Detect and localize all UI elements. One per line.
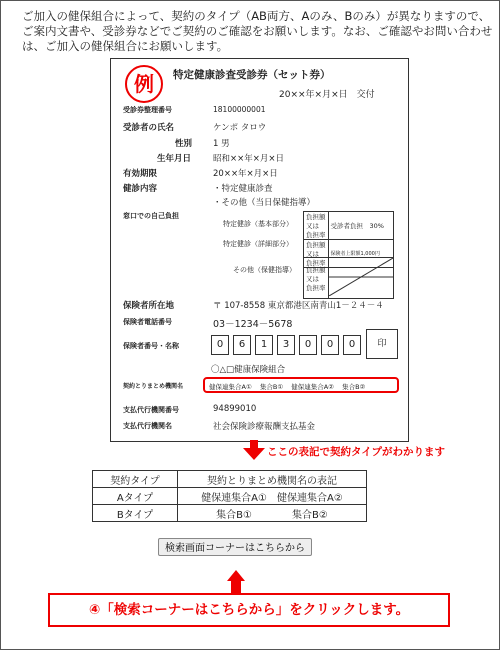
arrow-up-icon xyxy=(227,570,245,581)
insurer-addr-label: 保険者所在地 xyxy=(123,301,175,311)
agent-name: 社会保険診療報酬支払基金 xyxy=(213,422,316,432)
ticket-issued-date: 20××年×月×日 交付 xyxy=(279,90,375,100)
contract-label: 契約とりまとめ機関名 xyxy=(123,383,184,390)
number-row: 受診券整理番号 xyxy=(123,106,172,114)
dob-label: 生年月日 xyxy=(157,154,192,164)
agent-no-label: 支払代行機関番号 xyxy=(123,406,179,414)
insurer-tel: 03－1234－5678 xyxy=(213,319,293,330)
insurer-number-boxes xyxy=(211,335,365,355)
insurer-addr: 〒 107-8558 東京都港区南青山1－２４－４ xyxy=(213,301,384,311)
self-pay-cell: 受診者負担 30% xyxy=(328,212,393,240)
table-header: 契約タイプ xyxy=(93,471,178,488)
insurer-digit: 0 xyxy=(321,335,339,355)
table-cell: 健保連集合A① 健保連集合A② xyxy=(178,488,367,505)
intro-text xyxy=(22,9,493,54)
contract-type-table xyxy=(92,470,367,522)
diagonal-lines xyxy=(329,258,393,296)
contract-highlight-box xyxy=(203,377,399,393)
table-header: 契約とりまとめ機関名の表記 xyxy=(178,471,367,488)
insurer-digit: 0 xyxy=(299,335,317,355)
insurer-digit: 0 xyxy=(211,335,229,355)
basic-label: 特定健診（基本部分） xyxy=(223,220,293,228)
valid-value: 20××年×月×日 xyxy=(213,169,278,179)
other-table xyxy=(303,257,394,299)
table-row xyxy=(93,488,367,505)
patient-name: ケンポ タロウ xyxy=(213,123,267,133)
sex-label: 性別 xyxy=(175,139,193,149)
other-label: その他（保健指導） xyxy=(233,266,296,274)
agent-no: 94899010 xyxy=(213,404,257,414)
cap-cell: 保険者上限額1,000円 xyxy=(328,240,393,268)
burden-cell-2: 負担額 又は 負担率 xyxy=(304,240,329,268)
ticket-title: 特定健康診査受診券（セット券） xyxy=(173,69,331,81)
copay-label: 窓口での自己負担 xyxy=(123,212,179,220)
contract-item: 健保連集合A① xyxy=(209,383,252,391)
contract-item: 健保連集合A② xyxy=(291,383,335,391)
name-label: 受診者の氏名 xyxy=(123,123,175,133)
valid-label: 有効期限 xyxy=(123,169,158,179)
detail-label: 特定健診（詳細部分） xyxy=(223,240,293,248)
content-item-2: ・その他（当日保健指導） xyxy=(213,198,316,208)
content-item-1: ・特定健康診査 xyxy=(213,184,273,194)
insurer-digit: 3 xyxy=(277,335,295,355)
burden-cell-1: 負担額 又は 負担率 xyxy=(304,212,329,240)
agent-name-label: 支払代行機関名 xyxy=(123,422,172,430)
insurer-digit: 0 xyxy=(343,335,361,355)
insurer-name: 〇△□健康保険組合 xyxy=(211,365,286,375)
ticket-number: 18100000001 xyxy=(213,105,266,114)
intro-line-1: ご加入の健保組合によって、契約のタイプ（AB両方、Aのみ、Bのみ）が異なりますので、 xyxy=(22,9,491,23)
contract-type-note: ここの表記で契約タイプがわかります xyxy=(267,446,445,458)
dob-value: 昭和××年×月×日 xyxy=(213,154,284,164)
example-badge: 例 xyxy=(125,65,163,103)
contract-item: 集合B② xyxy=(342,383,366,391)
burden-cell-3: 負担額 又は 負担率 xyxy=(304,258,329,299)
insurer-digit: 1 xyxy=(255,335,273,355)
insurer-tel-label: 保険者電話番号 xyxy=(123,318,172,326)
search-corner-button[interactable]: 検索画面コーナーはこちらから xyxy=(158,538,312,556)
intro-line-3: は、ご加入の健保組合にお願いします。 xyxy=(22,39,229,53)
contract-item: 集合B① xyxy=(259,383,284,391)
intro-line-2: ご案内文書や、受診券などでご契約のご確認をお願いします。なお、ご確認やお問い合わせ xyxy=(22,24,493,38)
table-cell: 集合B① 集合B② xyxy=(178,505,367,522)
insurer-digit: 6 xyxy=(233,335,251,355)
insurer-no-label: 保険者番号・名称 xyxy=(123,342,179,350)
seal-box: 印 xyxy=(366,329,398,359)
table-cell: Bタイプ xyxy=(93,505,178,522)
instruction-callout: ④「検索コーナーはこちらから」をクリックします。 xyxy=(48,593,450,627)
table-header-row xyxy=(93,471,367,488)
arrow-down-icon xyxy=(243,448,265,460)
table-row xyxy=(93,505,367,522)
blank-diagonal-cell xyxy=(328,258,393,299)
content-label: 健診内容 xyxy=(123,184,158,194)
sample-ticket xyxy=(110,58,409,442)
sex-value: 1 男 xyxy=(213,139,230,149)
table-cell: Aタイプ xyxy=(93,488,178,505)
